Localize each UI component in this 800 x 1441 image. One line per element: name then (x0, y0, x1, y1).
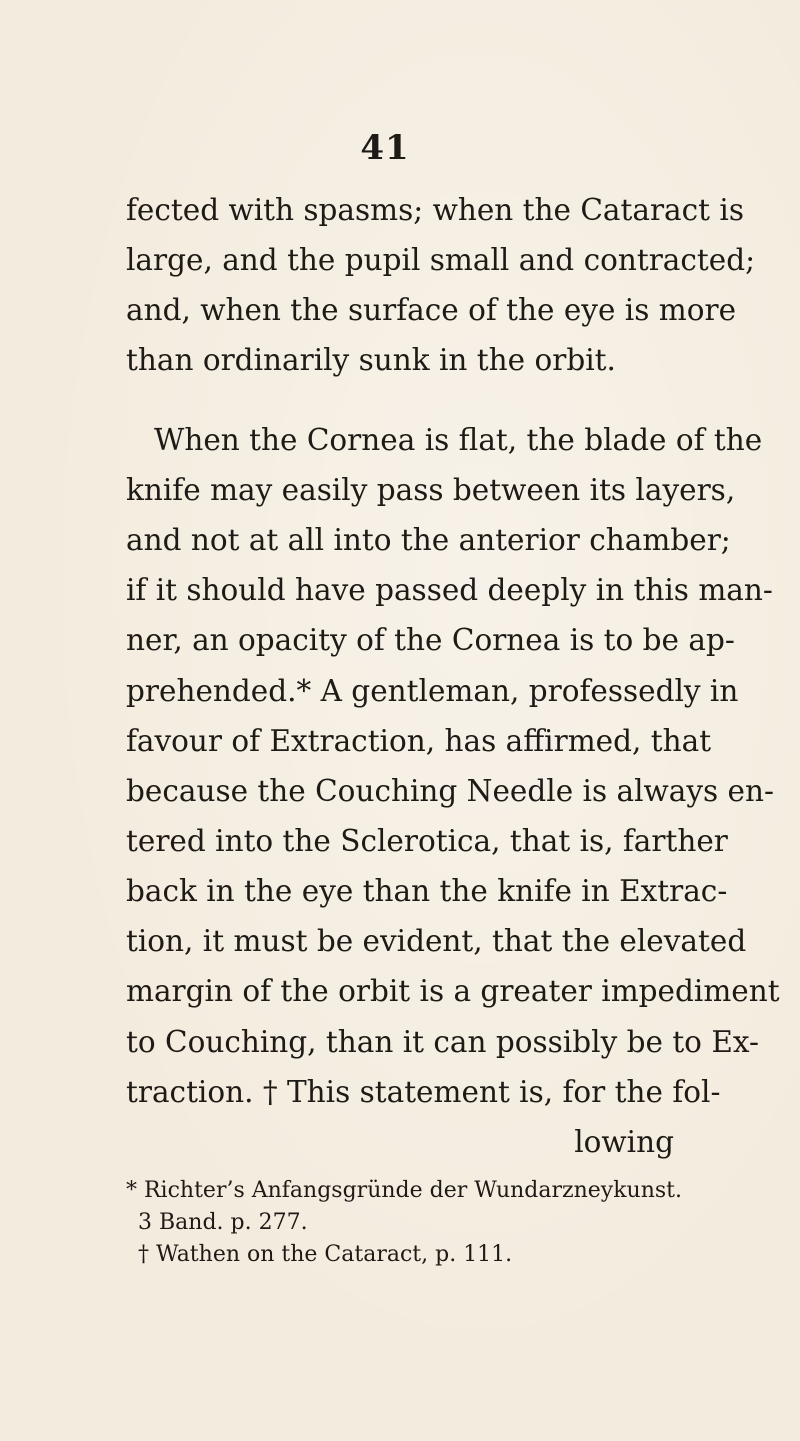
text-line: traction. † This statement is, for the fol- (126, 1075, 721, 1109)
paragraph-start-line: When the Cornea is flat, the blade of the (154, 423, 763, 457)
footnote-richter: * Richter’s Anfangsgründe der Wundarzneykunst. (126, 1178, 683, 1203)
text-line: back in the eye than the knife in Extrac- (126, 874, 728, 908)
text-line: margin of the orbit is a greater impediment (126, 974, 780, 1008)
text-line: tered into the Sclerotica, that is, farther (126, 824, 728, 858)
text-line: tion, it must be evident, that the elevated (126, 924, 747, 958)
footnote-wathen: † Wathen on the Cataract, p. 111. (138, 1242, 513, 1267)
text-line: than ordinarily sunk in the orbit. (126, 343, 616, 377)
text-line: to Couching, than it can possibly be to Ex- (126, 1025, 759, 1059)
text-line: fected with spasms; when the Cataract is (126, 193, 744, 227)
text-line: prehended.* A gentleman, professedly in (126, 674, 739, 708)
text-line: if it should have passed deeply in this man- (126, 573, 773, 607)
text-line: because the Couching Needle is always en- (126, 774, 774, 808)
page-number: 41 (360, 128, 410, 168)
catchword: lowing (574, 1125, 674, 1159)
text-line: and, when the surface of the eye is more (126, 293, 737, 327)
text-line: and not at all into the anterior chamber; (126, 523, 731, 557)
text-line: large, and the pupil small and contracted; (126, 243, 756, 277)
text-line: favour of Extraction, has affirmed, that (126, 724, 712, 758)
text-line: ner, an opacity of the Cornea is to be ap- (126, 623, 735, 657)
text-line: knife may easily pass between its layers, (126, 473, 736, 507)
footnote-richter-continued: 3 Band. p. 277. (138, 1210, 308, 1235)
